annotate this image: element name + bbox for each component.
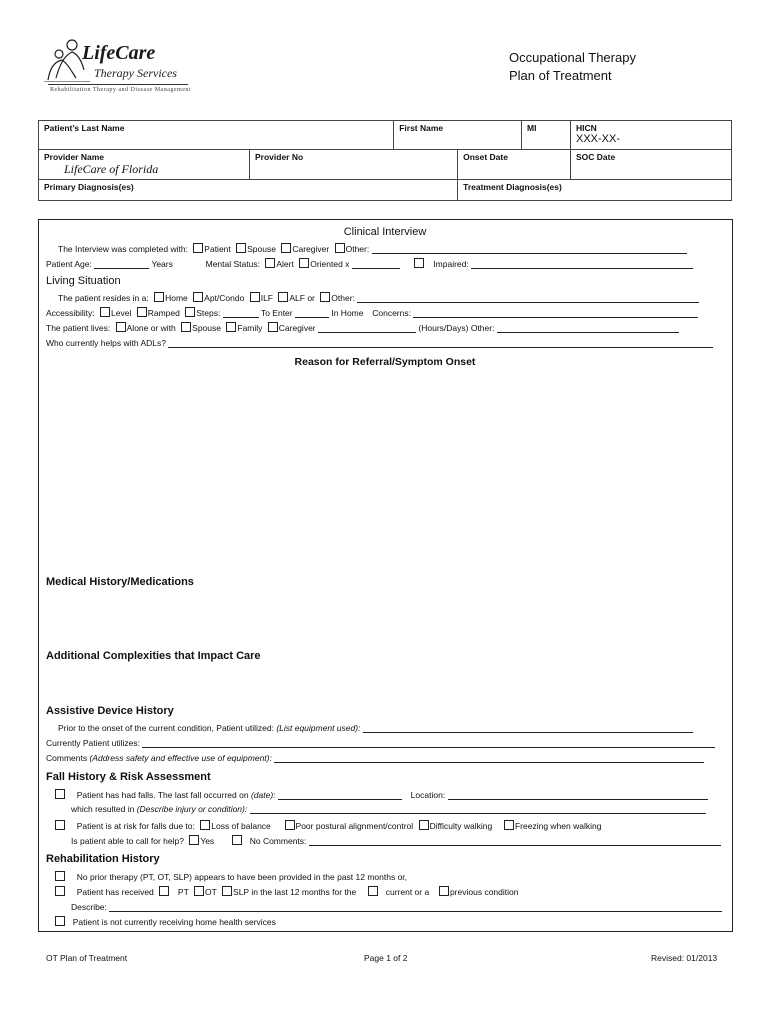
footer-revised: Revised: 01/2013 (651, 953, 718, 963)
received-pt-checkbox[interactable] (159, 886, 169, 896)
resides-other-checkbox[interactable] (320, 292, 330, 302)
fall-resulted-hint: (Describe injury or condition): (136, 804, 248, 814)
alf-checkbox[interactable] (278, 292, 288, 302)
hours-label: (Hours/Days) (418, 323, 469, 333)
fall-location-label: Location: (410, 790, 446, 800)
steps-field[interactable] (223, 308, 259, 318)
apt-label: Apt/Condo (204, 293, 245, 303)
fall-date-field[interactable] (278, 790, 402, 800)
ilf-label: ILF (260, 293, 273, 303)
accessibility-row (46, 307, 698, 318)
assistive-prior-field[interactable] (363, 723, 693, 733)
lives-family-checkbox[interactable] (226, 322, 236, 332)
oriented-label: Oriented x (310, 259, 350, 269)
provider-no-cell[interactable] (250, 150, 458, 180)
alert-label: Alert (276, 259, 294, 269)
received-ot-label: OT (205, 887, 217, 897)
rehab-not-receiving-row (52, 916, 276, 927)
lives-spouse-checkbox[interactable] (181, 322, 191, 332)
loss-balance-label: Loss of balance (211, 821, 271, 831)
current-condition-checkbox[interactable] (368, 886, 378, 896)
assistive-current-label: Currently Patient utilizes: (46, 738, 141, 748)
complexities-text-area[interactable] (46, 666, 724, 702)
not-receiving-checkbox[interactable] (55, 916, 65, 926)
onset-date-label: Onset Date (463, 152, 508, 162)
apt-checkbox[interactable] (193, 292, 203, 302)
received-label: Patient has received (76, 887, 154, 897)
postural-label: Poor postural alignment/control (295, 821, 414, 831)
lives-caregiver-label: Caregiver (278, 323, 316, 333)
logo-rule (48, 84, 188, 85)
in-home-label: In Home (331, 308, 364, 318)
logo (42, 38, 192, 98)
describe-label: Describe: (71, 902, 107, 912)
hicn-label: HICN (576, 123, 597, 133)
interview-patient-checkbox[interactable] (193, 243, 203, 253)
difficulty-walking-label: Difficulty walking (429, 821, 493, 831)
patient-header-table (38, 120, 732, 201)
received-checkbox[interactable] (55, 886, 65, 896)
lives-other-field[interactable] (497, 323, 679, 333)
fall-risk-row (52, 820, 601, 831)
clinical-interview-heading: Clinical Interview (343, 226, 427, 238)
assistive-current-field[interactable] (142, 738, 715, 748)
call-help-label: Is patient able to call for help? (71, 836, 184, 846)
impaired-label: Impaired: (433, 259, 469, 269)
referral-text-area[interactable] (46, 372, 724, 568)
interview-row (58, 243, 687, 254)
rehab-describe-row (71, 902, 722, 912)
interview-patient-label: Patient (204, 244, 231, 254)
interview-caregiver-label: Caregiver (292, 244, 330, 254)
soc-date-label: SOC Date (576, 152, 616, 162)
assistive-comments-row (46, 753, 704, 763)
assistive-comments-field[interactable] (274, 753, 704, 763)
call-no-label: No (249, 836, 261, 846)
lives-label: The patient lives: (46, 323, 111, 333)
footer-left: OT Plan of Treatment (46, 953, 128, 963)
current-condition-label: current or a (385, 887, 430, 897)
oriented-field[interactable] (352, 259, 400, 269)
assistive-current-row (46, 738, 715, 748)
interview-spouse-checkbox[interactable] (236, 243, 246, 253)
accessibility-label: Accessibility: (46, 308, 95, 318)
assistive-comments-label: Comments (46, 753, 88, 763)
to-enter-field[interactable] (295, 308, 329, 318)
provider-name-cell[interactable] (39, 150, 250, 180)
interview-other-label: Other: (345, 244, 370, 254)
interview-caregiver-checkbox[interactable] (281, 243, 291, 253)
alone-checkbox[interactable] (116, 322, 126, 332)
fall-risk-label: Patient is at risk for falls due to: (76, 821, 195, 831)
difficulty-walking-checkbox[interactable] (419, 820, 429, 830)
freezing-checkbox[interactable] (504, 820, 514, 830)
first-name-cell[interactable] (394, 121, 522, 150)
ramped-label: Ramped (147, 308, 180, 318)
call-no-checkbox[interactable] (232, 835, 242, 845)
received-slp-checkbox[interactable] (222, 886, 232, 896)
fall-date-hint: (date): (250, 790, 276, 800)
concerns-label: Concerns: (372, 308, 411, 318)
no-prior-checkbox[interactable] (55, 871, 65, 881)
interview-prefix: The Interview was completed with: (58, 244, 188, 254)
impaired-field[interactable] (471, 259, 693, 269)
call-yes-label: Yes (200, 836, 215, 846)
rehab-received-row (52, 886, 518, 897)
resides-row (58, 292, 699, 303)
adls-row (46, 338, 713, 348)
fall-had-row (52, 789, 708, 800)
level-label: Level (111, 308, 132, 318)
last-name-label: Patient’s Last Name (44, 123, 125, 133)
interview-other-checkbox[interactable] (335, 243, 345, 253)
alf-label: ALF or (289, 293, 315, 303)
mental-status-label: Mental Status: (205, 259, 260, 269)
impaired-checkbox[interactable] (414, 258, 424, 268)
form-title-line1: Occupational Therapy (509, 50, 636, 65)
hicn-value: XXX-XX- (576, 133, 621, 145)
to-enter-label: To Enter (260, 308, 293, 318)
lives-spouse-label: Spouse (192, 323, 221, 333)
fall-comments-field[interactable] (309, 836, 721, 846)
assistive-comments-hint: (Address safety and effective use of equipment): (89, 753, 272, 763)
provider-no-label: Provider No (255, 152, 304, 162)
postural-checkbox[interactable] (285, 820, 295, 830)
age-label: Patient Age: (46, 259, 92, 269)
fall-heading: Fall History & Risk Assessment (46, 771, 211, 783)
living-situation-heading: Living Situation (46, 275, 121, 287)
ramped-checkbox[interactable] (137, 307, 147, 317)
complexities-heading: Additional Complexities that Impact Care (46, 650, 261, 662)
no-prior-label: No prior therapy (PT, OT, SLP) appears to have been provided in the past 12 months or, (76, 872, 408, 882)
previous-condition-checkbox[interactable] (439, 886, 449, 896)
onset-date-cell[interactable] (458, 150, 571, 180)
form-title-line2: Plan of Treatment (509, 68, 612, 83)
fall-resulted-field[interactable] (250, 804, 706, 814)
assistive-prior-label: Prior to the onset of the current condition, Patient utilized: (58, 723, 274, 733)
hours-field[interactable] (318, 323, 416, 333)
first-name-label: First Name (399, 123, 444, 133)
home-checkbox[interactable] (154, 292, 164, 302)
hicn-cell[interactable] (571, 121, 732, 150)
previous-condition-label: previous condition (449, 887, 519, 897)
logo-name: LifeCare (82, 42, 156, 64)
not-receiving-label: Patient is not currently receiving home health services (72, 917, 276, 927)
assistive-prior-hint: (List equipment used): (276, 723, 361, 733)
medical-history-heading: Medical History/Medications (46, 576, 194, 588)
last12-label: in the last 12 months for the (251, 887, 357, 897)
adls-field[interactable] (168, 338, 713, 348)
years-label: Years (151, 259, 173, 269)
received-slp-label: SLP (233, 887, 249, 897)
treatment-dx-cell[interactable] (458, 180, 732, 201)
assistive-prior-row (58, 723, 693, 733)
resides-other-label: Other: (331, 293, 355, 303)
mi-cell[interactable] (522, 121, 571, 150)
medical-history-text-area[interactable] (46, 592, 724, 644)
assistive-heading: Assistive Device History (46, 705, 174, 717)
lives-other-label: Other: (470, 323, 495, 333)
age-mental-row (46, 258, 693, 269)
fall-location-field[interactable] (448, 790, 708, 800)
alone-label: Alone or with (126, 323, 176, 333)
fall-resulted-row (71, 804, 706, 814)
referral-heading: Reason for Referral/Symptom Onset (294, 356, 476, 368)
rehab-heading: Rehabilitation History (46, 853, 160, 865)
alert-checkbox[interactable] (265, 258, 275, 268)
loss-balance-checkbox[interactable] (200, 820, 210, 830)
fall-resulted-label: which resulted in (71, 804, 135, 814)
mi-label: MI (527, 123, 537, 133)
received-pt-label: PT (177, 887, 189, 897)
adls-label: Who currently helps with ADLs? (46, 338, 166, 348)
oriented-checkbox[interactable] (299, 258, 309, 268)
interview-spouse-label: Spouse (247, 244, 276, 254)
footer-page: Page 1 of 2 (364, 953, 408, 963)
treatment-dx-label: Treatment Diagnosis(es) (463, 182, 562, 192)
fall-risk-checkbox[interactable] (55, 820, 65, 830)
home-label: Home (165, 293, 188, 303)
logo-subtitle: Therapy Services (94, 66, 177, 80)
primary-dx-label: Primary Diagnosis(es) (44, 182, 134, 192)
lives-caregiver-checkbox[interactable] (268, 322, 278, 332)
soc-date-cell[interactable] (571, 150, 732, 180)
lives-row (46, 322, 679, 333)
last-name-cell[interactable] (39, 121, 394, 150)
resides-other-field[interactable] (357, 293, 699, 303)
steps-label: Steps: (196, 308, 221, 318)
fall-comments-label: Comments: (262, 836, 307, 846)
had-falls-label: Patient has had falls. The last fall occurred on (76, 790, 249, 800)
provider-name-label: Provider Name (44, 152, 104, 162)
received-ot-checkbox[interactable] (194, 886, 204, 896)
concerns-field[interactable] (413, 308, 698, 318)
provider-name-value: LifeCare of Florida (64, 162, 159, 176)
steps-checkbox[interactable] (185, 307, 195, 317)
logo-tagline: Rehabilitation Therapy and Disease Management (50, 87, 192, 93)
interview-other-field[interactable] (372, 244, 687, 254)
fall-call-row (71, 835, 721, 846)
describe-field[interactable] (109, 902, 722, 912)
call-yes-checkbox[interactable] (189, 835, 199, 845)
rehab-no-prior-row (52, 871, 407, 882)
level-checkbox[interactable] (100, 307, 110, 317)
freezing-label: Freezing when walking (514, 821, 602, 831)
age-field[interactable] (94, 259, 149, 269)
primary-dx-cell[interactable] (39, 180, 458, 201)
resides-label: The patient resides in a: (58, 293, 149, 303)
ilf-checkbox[interactable] (250, 292, 260, 302)
had-falls-checkbox[interactable] (55, 789, 65, 799)
lives-family-label: Family (237, 323, 263, 333)
